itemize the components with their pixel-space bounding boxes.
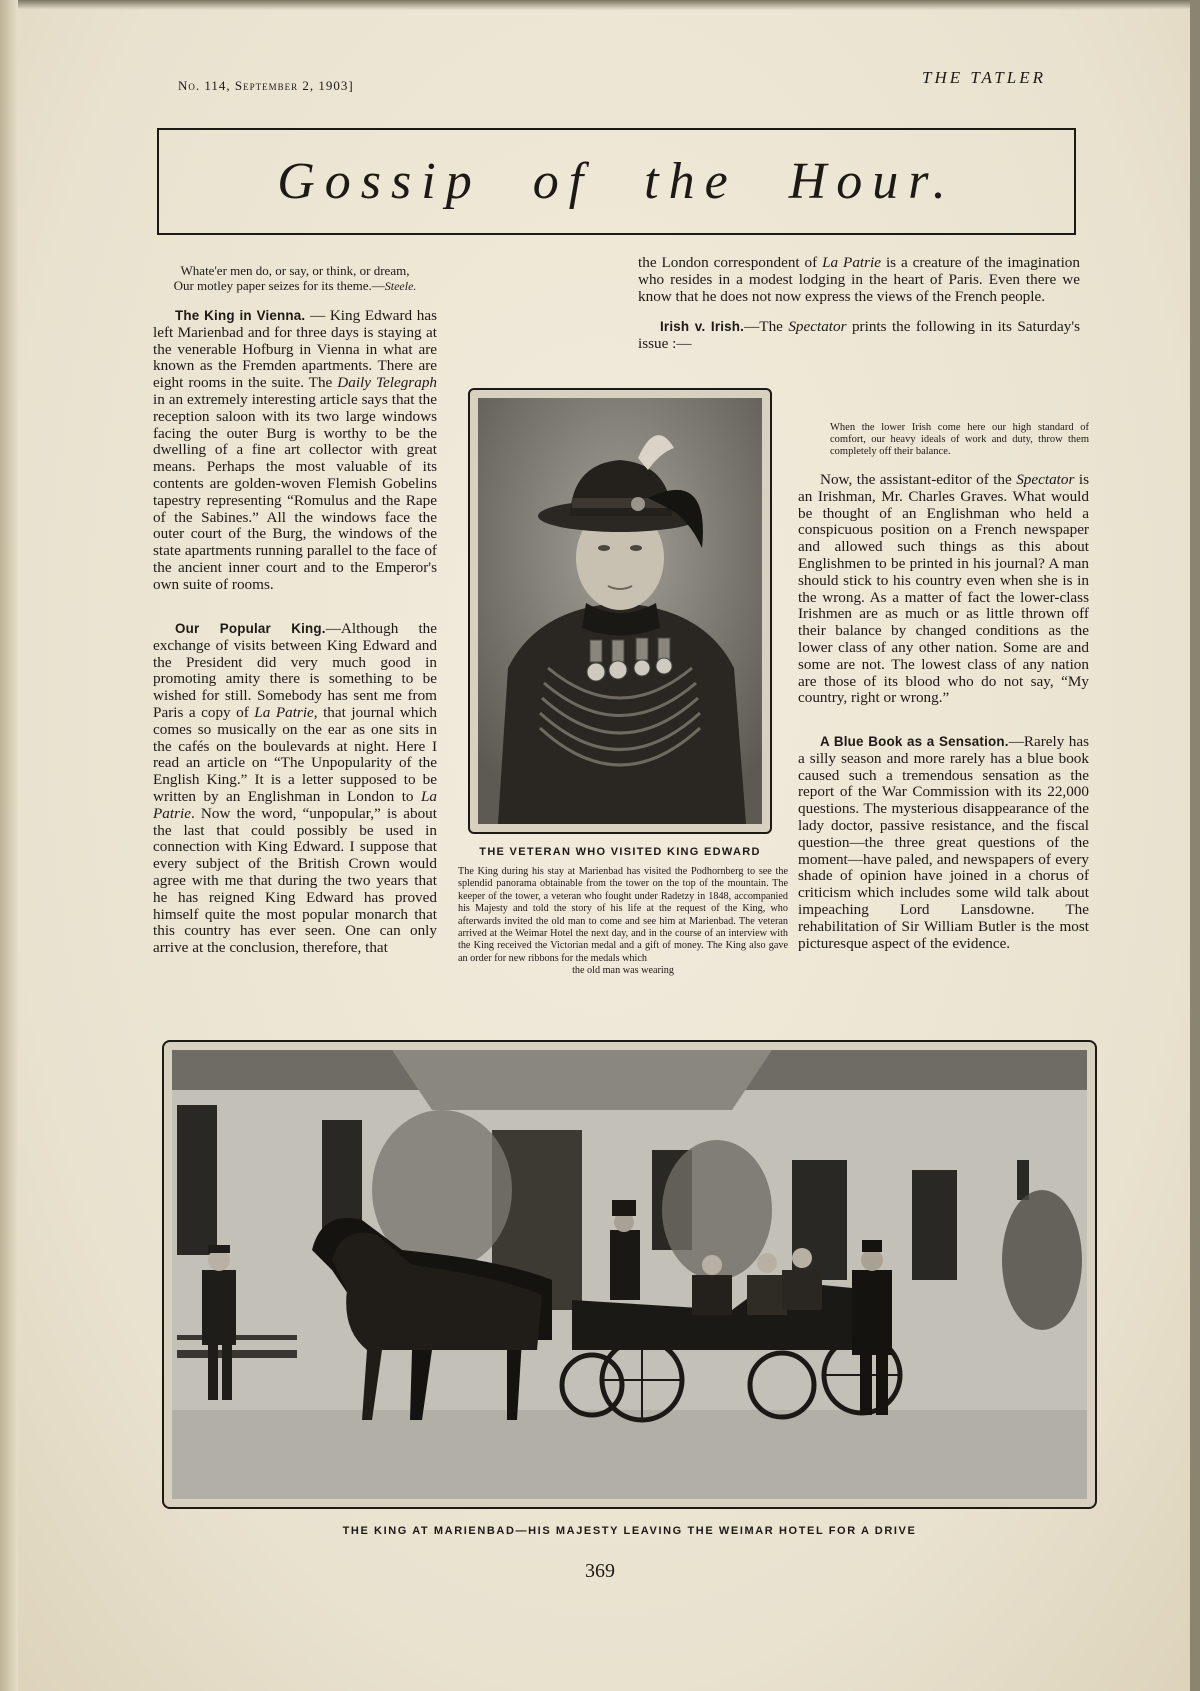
vienna-text: — King Edward has left Marienbad and for three days is staying at the venerable Hofburg in Vienna in what are known as the Fremden apartments. There are eight rooms in the suite. The xyxy=(153,307,437,392)
spectator-quote: When the lower Irish come here our high standard of comfort, our heavy ideals of work and duty, throw them completely off their balance. xyxy=(830,422,1089,457)
carriage-photo-frame xyxy=(162,1040,1097,1509)
column-left-lower xyxy=(153,621,437,957)
veteran-portrait-illustration xyxy=(478,398,762,824)
vienna-paper: Daily Telegraph xyxy=(337,374,438,392)
heading-vienna: The King in Vienna. xyxy=(175,308,306,323)
portrait-caption-end: the old man was wearing xyxy=(572,965,674,977)
page-title: Gossip of the Hour. xyxy=(277,153,956,210)
popular-cont-paper: La Patrie xyxy=(822,254,882,271)
irish-text-2: prints the following in its Saturday's issue :— xyxy=(638,318,1080,353)
carriage-scene-illustration xyxy=(172,1050,1087,1499)
photo-caption: THE KING AT MARIENBAD—HIS MAJESTY LEAVING THE WEIMAR HOTEL FOR A DRIVE xyxy=(342,1525,917,1537)
epigraph-attribution: Steele. xyxy=(384,279,417,293)
page-top-shadow xyxy=(0,0,1200,10)
article-blue-book xyxy=(798,734,1089,952)
magazine-name: THE TATLER xyxy=(922,68,1046,87)
article-irish xyxy=(638,319,1080,353)
title-box xyxy=(157,128,1076,235)
popular-text-2: , that journal which comes so musically on the ear as one sits in the cafés on the boulevards at night. Here I read an article on “The Unpopularity of the English King.” It is a letter supposed to be written by an Englishman in London to xyxy=(153,703,437,805)
page-number: 369 xyxy=(585,1560,615,1582)
heading-irish: Irish v. Irish. xyxy=(660,319,745,335)
article-popular xyxy=(153,621,437,957)
epigraph xyxy=(153,263,437,294)
vienna-text-2: in an extremely interesting article says that the reception saloon with its two large windows facing the outer Burg is worthy to be the dwelling of a fine art collector with great means. Perhaps the most valuable of its contents are golden-woven Flemish Gobelins tapestry representing “Romulus and the Rape of the Sabines.” All the windows face the outer court of the Burg, the windows of the state apartments running parallel to the face of the ancient inner court and to the Emperor's own suite of rooms. xyxy=(153,390,437,593)
popular-paper-2: La Patrie xyxy=(153,787,437,822)
issue-line: No. 114, September 2, 1903] xyxy=(178,78,354,93)
bluebook-text: —Rarely has a silly season and more rarely has a blue book caused such a tremendous sensation as the report of the War Commission with its 22,000 questions. The mysterious disappearance of the lady doctor, passive resistance, and the fiscal question—the three great questions of the moment—have paled, and newspapers of every shade of opinion have joined in a chorus of criticism which includes some wild talk about impeaching Lord Lansdowne. The rehabilitation of Sir William Butler is the most picturesque aspect of the evidence. xyxy=(798,733,1089,952)
popular-text: —Although the exchange of visits between King Edward and the President did very much good in promoting amity there is something to be wished for still. Somebody has sent me from Paris a copy of xyxy=(153,620,438,721)
irish-text: —The xyxy=(744,318,789,336)
popular-paper: La Patrie xyxy=(254,703,314,721)
column-right-lower xyxy=(798,412,1089,707)
portrait-caption-title: THE VETERAN WHO VISITED KING EDWARD xyxy=(479,846,761,858)
epigraph-line-1: Whate'er men do, or say, or think, or dream, xyxy=(180,263,410,278)
popular-cont-text-2: is a creature of the imagination who resides in a modest lodging in the heart of Paris. Even there we know that he does not now express the views of the French people. xyxy=(638,254,1080,305)
page-binding-edge xyxy=(0,0,18,1691)
irish-paper: Spectator xyxy=(788,318,847,336)
popular-text-3: . Now the word, “unpopular,” is about the last that could possibly be used in connection with King Edward. I suppose that every subject of the British Crown would agree with me that during the two years that he has reigned King Edward has proved himself quite the most popular monarch that this country has ever seen. One can only arrive at the conclusion, therefore, that xyxy=(153,804,437,957)
portrait-caption xyxy=(458,866,788,978)
portrait-caption-text: The King during his stay at Marienbad has visited the Podhornberg to see the splendid panorama obtainable from the tower on the top of the mountain. The keeper of the tower, a veteran who fought under Radetzy in 1848, accompanied his Majesty and told the story of his life at the request of the King, who afterwards invited the old man to come and see him at Marienbad. The veteran arrived at the Weimar Hotel the next day, and in the course of an interview with the King received the Victorian medal and a gift of money. The King also gave an order for new ribbons for the medals which xyxy=(458,866,788,964)
carriage-photo xyxy=(172,1050,1087,1499)
column-blue-book xyxy=(798,734,1089,952)
column-right-top xyxy=(638,255,1080,353)
popular-cont-text: the London correspondent of xyxy=(638,254,823,271)
heading-blue-book: A Blue Book as a Sensation. xyxy=(820,734,1009,749)
column-left xyxy=(153,263,437,594)
article-vienna xyxy=(153,308,437,594)
heading-popular: Our Popular King. xyxy=(175,621,326,636)
popular-continued xyxy=(638,255,1080,305)
irish-paragraph xyxy=(798,472,1089,707)
irish-para-start: Now, the assistant-editor of the xyxy=(820,471,1017,488)
irish-para-paper: Spectator xyxy=(1016,471,1075,488)
irish-para-text: is an Irishman, Mr. Charles Graves. What would be thought of an Englishman who held a conspicuous position on a French newspaper and allowed such things as this about Englishmen to be printed in his journal? A man should stick to his country even when she is in the wrong. As a matter of fact the lower-class Irishmen are as much or as little thrown off their balance by changed conditions as the lower class of any other nation. Some are and some are not. The lowest class of any nation are those of its blood who do not say, “My country, right or wrong.” xyxy=(798,471,1089,707)
portrait-photo-frame xyxy=(468,388,772,834)
veteran-portrait-photo xyxy=(478,398,762,824)
page-right-edge xyxy=(1190,0,1200,1691)
epigraph-line-2: Our motley paper seizes for its theme.— xyxy=(173,278,385,293)
